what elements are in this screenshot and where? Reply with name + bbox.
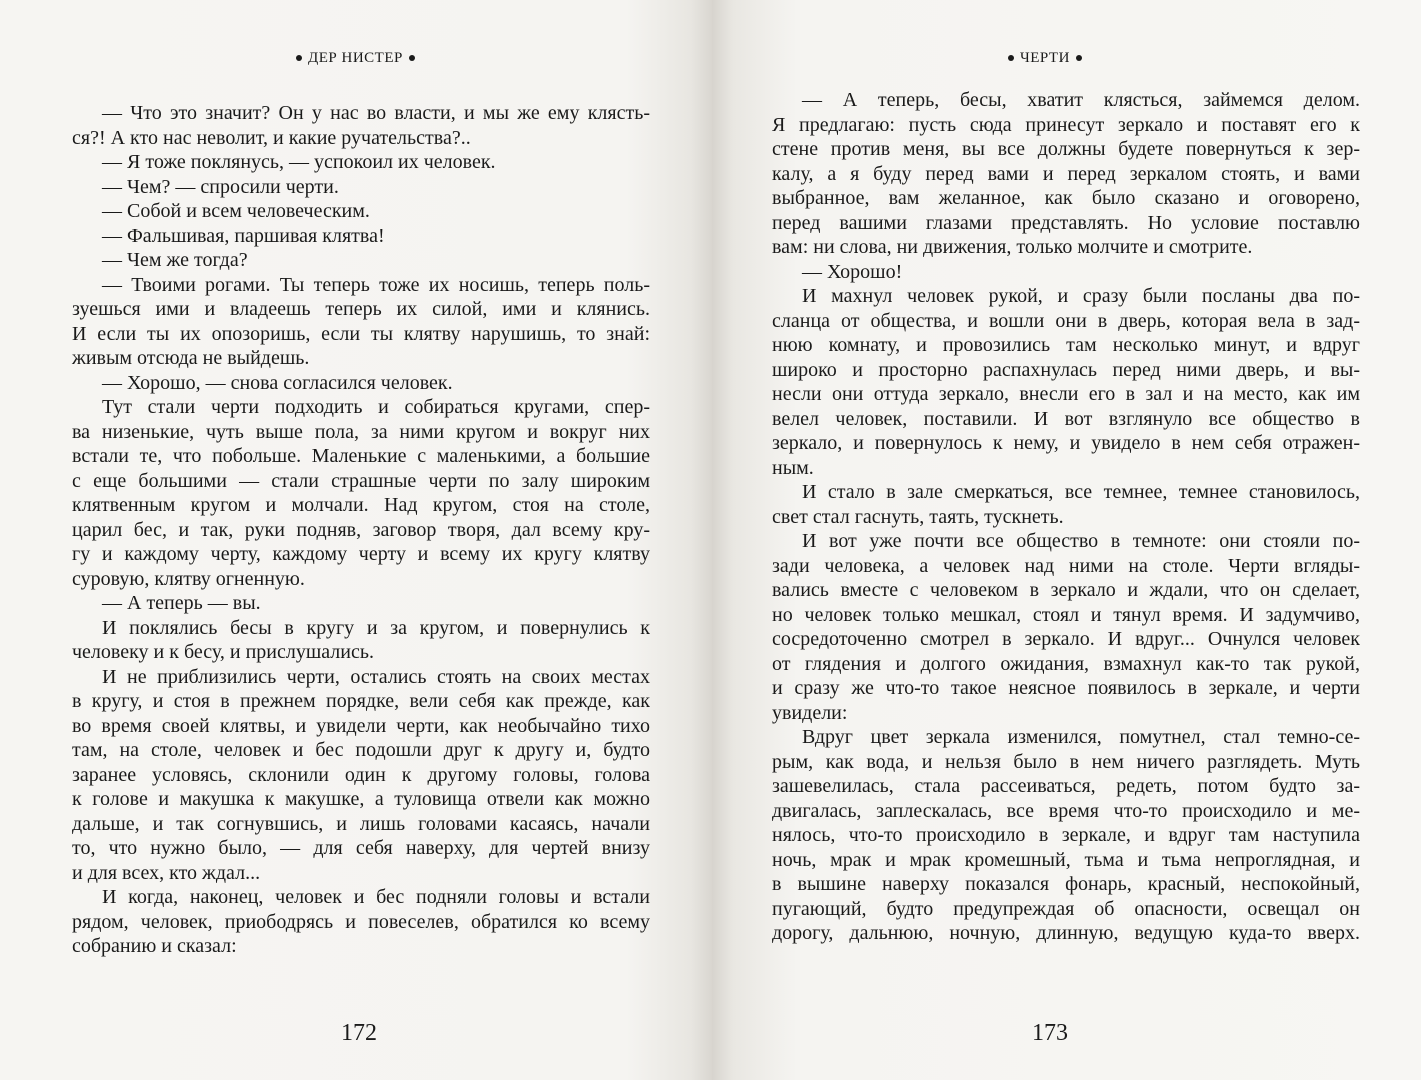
text-line: ночь, мрак и мрак кромешный, тьма и тьма непроглядная, и: [772, 848, 1360, 871]
running-head-right: [1002, 50, 1088, 67]
text-line: И не приблизились черти, остались стоять на своих местах: [102, 665, 650, 688]
text-line: зади человека, а человек над ними на столе. Черти вгляды-: [772, 554, 1360, 577]
text-line: — Твоими рогами. Ты теперь тоже их носишь, теперь поль-: [102, 273, 650, 296]
text-line: живым отсюда не выйдешь.: [72, 347, 310, 369]
body-text: [772, 88, 1360, 946]
text-line: — Чем? — спросили черти.: [102, 175, 339, 198]
page-number: 173: [1032, 1020, 1068, 1046]
text-line: но человек только мешкал, стоял и тянул время. И задумчиво,: [772, 603, 1360, 626]
text-line: широко и просторно распахнулась перед ними дверь, и вы-: [772, 358, 1360, 381]
text-line: от глядения и долгого ожидания, взмахнул как-то так рукой,: [772, 652, 1360, 675]
running-head-text: ДЕР НИСТЕР: [308, 50, 403, 66]
text-line: к голове и макушка к макушке, а туловища отвели как можно: [72, 788, 650, 810]
text-line: пугающий, будто предупреждая об опасности, освещал он: [772, 897, 1360, 920]
text-line: Вдруг цвет зеркала изменился, помутнел, стал темно-се-: [802, 726, 1360, 748]
text-line: И стало в зале смеркаться, все темнее, темнее становилось,: [802, 481, 1360, 503]
page-number: 172: [341, 1020, 377, 1046]
text-line: вам: ни слова, ни движения, только молчите и смотрите.: [772, 236, 1253, 258]
text-line: двигалась, заплескалась, все время что-то происходило и ме-: [772, 799, 1360, 822]
text-line: гу и каждому черту, каждому черту и всему их кругу клятву: [72, 543, 650, 565]
text-line: собранию и сказал:: [72, 935, 237, 957]
text-line: — А теперь — вы.: [102, 592, 261, 614]
bullet-icon: [1008, 55, 1014, 61]
text-line: И поклялись бесы в кругу и за кругом, и повернулись к: [102, 616, 650, 639]
text-line: встали те, что побольше. Маленькие с маленькими, а большие: [72, 445, 650, 467]
text-line: сланца от общества, и вошли они в дверь, которая вела в зад-: [772, 309, 1360, 332]
bullet-icon: [296, 55, 302, 61]
bullet-icon: [1076, 55, 1082, 61]
text-line: И если ты их опозоришь, если ты клятву нарушишь, то знай:: [72, 322, 650, 345]
text-line: И вот уже почти все общество в темноте: они стояли по-: [802, 530, 1360, 552]
text-line: человеку и к бесу, и прислушались.: [72, 641, 374, 663]
text-line: Я предлагаю: пусть сюда принесут зеркало и поставят его к: [772, 113, 1360, 136]
text-line: и для всех, кто ждал...: [72, 861, 261, 884]
bullet-icon: [409, 55, 415, 61]
text-line: и сразу же что-то такое неясное появилось в зеркале, и черти: [772, 677, 1360, 699]
text-line: царил бес, и так, руки подняв, заговор творя, дал всему кру-: [72, 518, 650, 541]
running-head-text: ЧЕРТИ: [1020, 50, 1070, 66]
text-line: калу, а я буду перед вами и перед зеркалом стоять, и вами: [772, 162, 1360, 185]
text-line: в вышине наверху показался фонарь, красный, неспокойный,: [772, 873, 1360, 895]
text-line: — Хорошо, — снова согласился человек.: [102, 371, 453, 394]
text-line: несли они оттуда зеркало, внесли его в зал и на место, как им: [772, 383, 1360, 405]
text-line: И когда, наконец, человек и бес подняли головы и встали: [102, 886, 650, 908]
text-line: суровую, клятву огненную.: [72, 567, 305, 590]
text-line: дорогу, дальнюю, ночную, длинную, ведущую куда-то вверх.: [772, 922, 1360, 944]
text-line: — А теперь, бесы, хватит клясться, займемся делом.: [802, 89, 1360, 111]
text-line: рядом, человек, приободрясь и повеселев, обратился ко всему: [72, 910, 650, 933]
text-line: нялось, что-то происходило в зеркале, и вдруг там наступила: [772, 824, 1360, 846]
text-line: заранее условясь, склонили один к другому головы, голова: [72, 763, 650, 786]
text-line: сосредоточенно смотрел в зеркало. И вдруг... Очнулся человек: [772, 628, 1360, 650]
text-line: с еще большими — стали страшные черти по залу широким: [72, 469, 650, 492]
text-line: вались вместе с человеком в зеркало и ждали, что он сделает,: [772, 579, 1360, 601]
text-line: то, что нужно было, — для себя наверху, для чертей внизу: [72, 837, 650, 859]
text-line: зуешься ими и владеешь теперь их силой, ими и клянись.: [72, 298, 650, 320]
right-page: [712, 0, 1421, 1080]
text-line: там, на столе, человек и бес подошли друг к другу и, будто: [72, 739, 650, 761]
text-line: рым, как вода, и нельзя было в нем ничего разглядеть. Муть: [772, 750, 1360, 773]
text-line: выбранное, вам желанное, как было сказано и оговорено,: [772, 187, 1360, 209]
text-line: клятвенным кругом и молчали. Над кругом, стоя на столе,: [72, 494, 650, 516]
text-line: дальше, и так согнувшись, и лишь головами касаясь, начали: [72, 812, 650, 835]
running-head-left: [290, 50, 421, 67]
text-line: зашевелилась, стала рассеиваться, редеть, потом будто за-: [772, 775, 1360, 797]
text-line: ва низенькие, чуть выше пола, за ними кругом и вокруг них: [72, 420, 650, 443]
text-line: Тут стали черти подходить и собираться кругами, спер-: [102, 396, 650, 418]
text-line: нюю комнату, и провозились там несколько минут, и вдруг: [772, 334, 1360, 356]
text-line: велел человек, поставили. И вот взглянуло все общество в: [772, 407, 1360, 430]
text-line: — Собой и всем человеческим.: [102, 200, 370, 222]
text-line: зеркало, и повернулось к нему, и увидело в нем себя отражен-: [772, 432, 1360, 454]
text-line: стене против меня, вы все должны будете повернуться к зер-: [772, 138, 1360, 160]
text-line: — Хорошо!: [802, 260, 903, 283]
text-line: — Фальшивая, паршивая клятва!: [102, 224, 385, 247]
text-line: перед вашими глазами представлять. Но условие поставлю: [772, 211, 1360, 234]
text-line: — Что это значит? Он у нас во власти, и мы же ему клясть-: [102, 102, 650, 124]
text-line: свет стал гаснуть, таять, тускнеть.: [772, 505, 1064, 528]
body-text: [72, 101, 650, 959]
text-line: ным.: [772, 456, 814, 479]
text-line: в кругу, и стоя в прежнем порядке, вели себя как прежде, как: [72, 690, 650, 712]
text-line: увидели:: [772, 701, 848, 724]
text-line: — Чем же тогда?: [102, 249, 248, 271]
text-line: — Я тоже поклянусь, — успокоил их человек.: [102, 151, 496, 173]
text-line: И махнул человек рукой, и сразу были посланы два по-: [802, 285, 1360, 307]
text-line: ся?! А кто нас неволит, и какие ручательства?..: [72, 126, 471, 149]
text-line: во время своей клятвы, и увидели черти, как необычайно тихо: [72, 714, 650, 737]
